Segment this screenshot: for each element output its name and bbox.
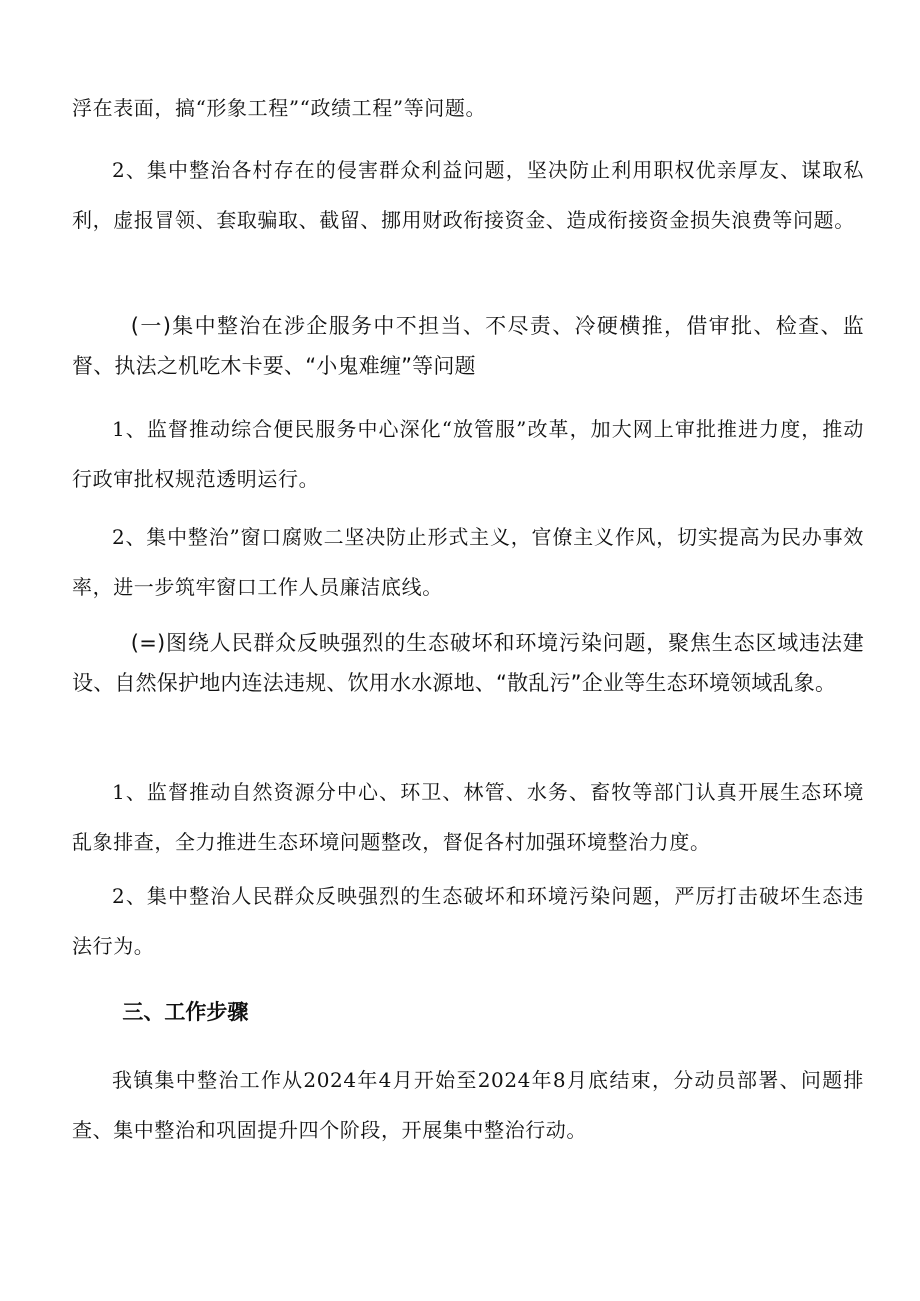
paragraph-village-interests: 2、集中整治各村存在的侵害群众利益问题，坚决防止利用职权优亲厚友、谋取私利，虚报冒领、套取骗取、截留、挪用财政衔接资金、造成衔接资金损失浪费等问题。 bbox=[72, 158, 864, 232]
section-heading-work-steps: 三、工作步骤 bbox=[122, 1000, 249, 1024]
paragraph-ecology-rectification: 2、集中整治人民群众反映强烈的生态破坏和环境污染问题，严厉打击破坏生态违法行为。 bbox=[72, 884, 864, 958]
paragraph-continuation: 浮在表面，搞“形象工程”“政绩工程”等问题。 bbox=[72, 96, 487, 120]
paragraph-window-corruption: 2、集中整治”窗口腐败二坚决防止形式主义，官僚主义作风，切实提高为民办事效率，进一步筑牢窗口工作人员廉洁底线。 bbox=[72, 525, 864, 599]
heading-enterprise-services: (一)集中整治在涉企服务中不担当、不尽责、冷硬横推，借审批、检查、监督、执法之机吃木卡要、“小鬼难缠”等问题 bbox=[72, 314, 864, 378]
heading-ecology: (=)图绕人民群众反映强烈的生态破坏和环境污染问题，聚焦生态区域违法建设、自然保护地内连法违规、饮用水水源地、“散乱污”企业等生态环境领域乱象。 bbox=[72, 631, 864, 695]
paragraph-admin-reform: 1、监督推动综合便民服务中心深化“放管服”改革，加大网上审批推进力度，推动行政审批权规范透明运行。 bbox=[72, 417, 864, 491]
paragraph-work-steps: 我镇集中整治工作从2024年4月开始至2024年8月底结束，分动员部署、问题排查、集中整治和巩固提升四个阶段，开展集中整治行动。 bbox=[72, 1068, 864, 1142]
paragraph-ecology-inspection: 1、监督推动自然资源分中心、环卫、林管、水务、畜牧等部门认真开展生态环境乱象排查，全力推进生态环境问题整改，督促各村加强环境整治力度。 bbox=[72, 780, 864, 854]
